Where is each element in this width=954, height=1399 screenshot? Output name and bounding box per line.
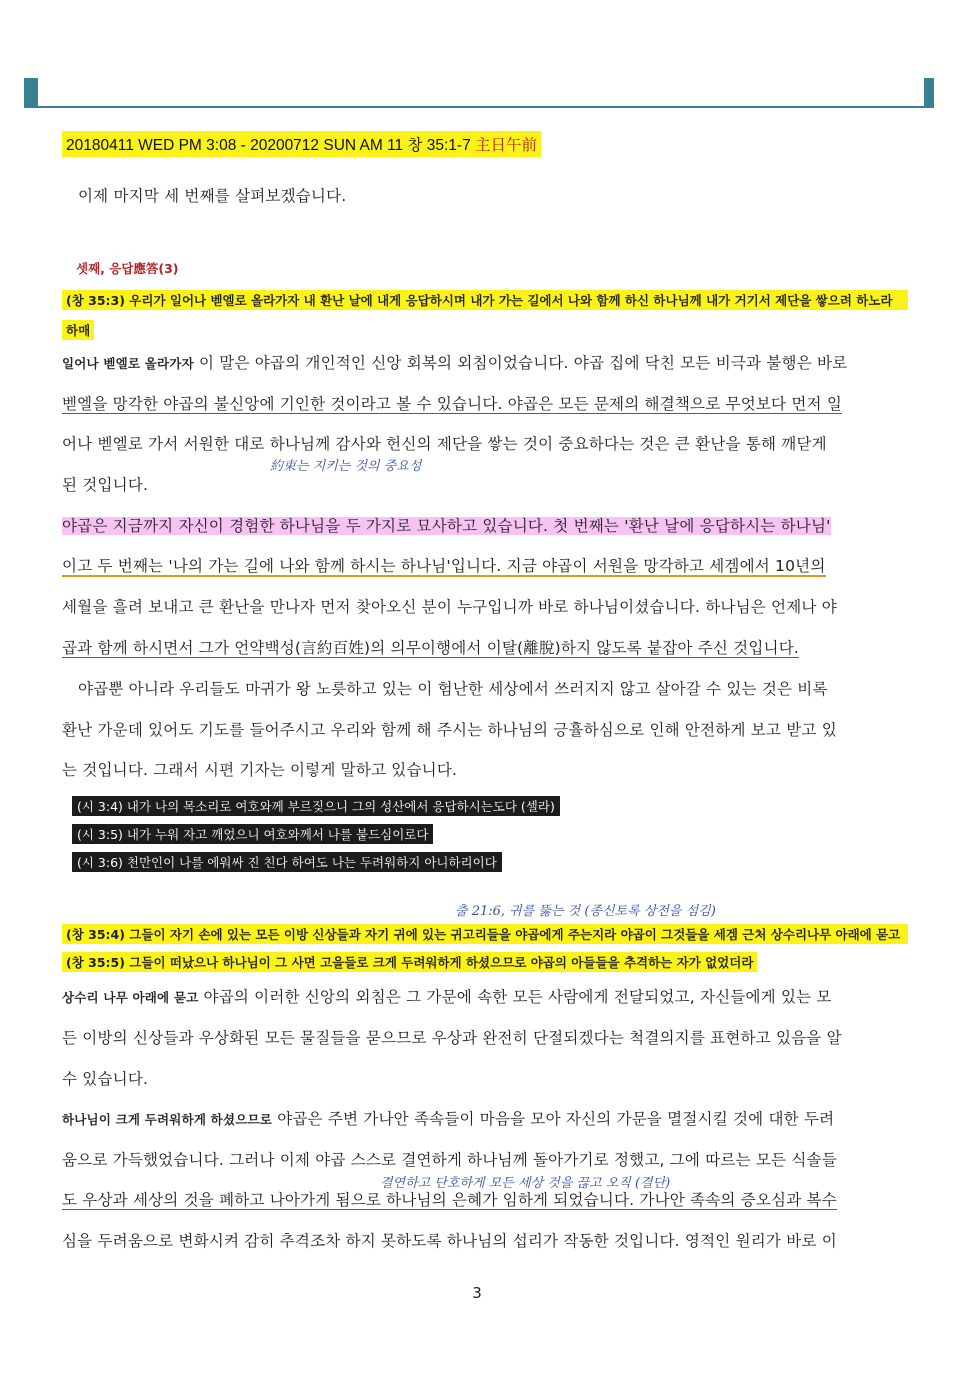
handwritten-note-2: 출 21:6, 귀를 뚫는 것 (종신토록 상전을 섬김) (455, 904, 716, 919)
p5-line2: 움으로 가득했었습니다. 그러나 이제 야곱 스스로 결연하게 하나님께 돌아가기로 정했고, 그에 따르는 모든 식솔들 (62, 1151, 837, 1169)
psalm-3-6: (시 3:6) 천만인이 나를 에워싸 진 친다 하여도 나는 두려워하지 아니하리이다 (72, 852, 502, 872)
verse-ref-35-4: (창 35:4) 그들이 자기 손에 있는 모든 이방 신상들과 자기 귀에 있는 귀고리들을 야곱에게 주는지라 야곱이 그것들을 세겜 근처 상수리나무 아래에 묻고 (62, 924, 908, 944)
page-header-bar (24, 78, 934, 108)
psalm-3-4: (시 3:4) 내가 나의 목소리로 여호와께 부르짖으니 그의 성산에서 응답하시는도다 (셀라) (72, 796, 560, 816)
sermon-dates: 20180411 WED PM 3:08 - 20200712 SUN AM 11 창 35:1-7 (66, 137, 471, 154)
verse-ref-35-5: (창 35:5) 그들이 떠났으나 하나님이 그 사면 고을들로 크게 두려워하게 하셨으므로 야곱의 아들들을 추격하는 자가 없었더라 (62, 952, 757, 972)
header-right-tab (924, 78, 934, 108)
handwritten-note-1: 約束는 지키는 것의 중요성 (270, 459, 422, 474)
p5-line4: 심을 두려움으로 변화시켜 감히 추격조차 하지 못하도록 하나님의 섭리가 작동한 것입니다. 영적인 원리가 바로 이 (62, 1232, 837, 1250)
p3-line3: 는 것입니다. 그래서 시편 기자는 이렇게 말하고 있습니다. (62, 761, 458, 779)
p3-line1: 야곱뿐 아니라 우리들도 마귀가 왕 노릇하고 있는 이 험난한 세상에서 쓰러지지 않고 살아갈 수 있는 것은 비록 (78, 680, 828, 698)
p4-line1: 상수리 나무 아래에 묻고 야곱의 이러한 신앙의 외침은 그 가문에 속한 모든 사람에게 전달되었고, 자신들에게 있는 모 (62, 988, 832, 1006)
sermon-tag: 主日午前 (475, 137, 538, 154)
psalm-3-5: (시 3:5) 내가 누워 자고 깨었으니 여호와께서 나를 붙드심이로다 (72, 824, 433, 844)
p1-line3: 어나 벧엘로 가서 서원한 대로 하나님께 감사와 헌신의 제단을 쌓는 것이 중요하다는 것은 큰 환난을 통해 깨닫게 (62, 435, 827, 453)
p4-line3: 수 있습니다. (62, 1070, 149, 1088)
p1-line1: 일어나 벧엘로 올라가자 이 말은 야곱의 개인적인 신앙 회복의 외침이었습니다. 야곱 집에 닥친 모든 비극과 불행은 바로 (62, 354, 848, 372)
intro-text: 이제 마지막 세 번째를 살펴보겠습니다. (78, 187, 347, 205)
p1-line2: 벧엘을 망각한 야곱의 불신앙에 기인한 것이라고 볼 수 있습니다. 야곱은 모든 문제의 해결책으로 무엇보다 먼저 일 (62, 395, 842, 413)
sermon-header (62, 131, 541, 157)
verse-ref-35-3: (창 35:3) 우리가 일어나 벧엘로 올라가자 내 환난 날에 내게 응답하시며 내가 가는 길에서 나와 함께 하신 하나님께 내가 거기서 제단을 쌓으려 하노라 (62, 290, 908, 310)
page-number: 3 (472, 1284, 482, 1302)
handwritten-note-3: 결연하고 단호하게 모든 세상 것을 끊고 오직 (결단) (380, 1176, 671, 1191)
p2-line3: 세월을 흘려 보내고 큰 환난을 만나자 먼저 찾아오신 분이 누구입니까 바로 하나님이셨습니다. 하나님은 언제나 야 (62, 598, 837, 616)
p5-line3: 도 우상과 세상의 것을 폐하고 나아가게 됨으로 하나님의 은혜가 임하게 되었습니다. 가나안 족속의 증오심과 복수 (62, 1191, 837, 1209)
verse-ref-35-3-cont: 하매 (62, 320, 94, 340)
header-left-tab (24, 78, 38, 108)
p2-line1: 야곱은 지금까지 자신이 경험한 하나님을 두 가지로 묘사하고 있습니다. 첫 번째는 '환난 날에 응답하시는 하나님' (62, 517, 831, 535)
p2-line4: 곱과 함께 하시면서 그가 언약백성(言約百姓)의 의무이행에서 이탈(離脫)하지 않도록 붙잡아 주신 것입니다. (62, 639, 799, 657)
p1-lead: 일어나 벧엘로 올라가자 (62, 356, 194, 371)
p3-line2: 환난 가운데 있어도 기도를 들어주시고 우리와 함께 해 주시는 하나님의 긍휼하심으로 인해 안전하게 보고 받고 있 (62, 721, 837, 739)
section-title: 셋째, 응답應答(3) (76, 261, 179, 276)
p1-line4: 된 것입니다. (62, 476, 149, 494)
p5-line1: 하나님이 크게 두려워하게 하셨으므로 야곱은 주변 가나안 족속들이 마음을 모아 자신의 가문을 멸절시킬 것에 대한 두려 (62, 1110, 835, 1128)
p2-line2: 이고 두 번째는 '나의 가는 길에 나와 함께 하시는 하나님'입니다. 지금 야곱이 서원을 망각하고 세겜에서 10년의 (62, 557, 826, 575)
p4-line2: 든 이방의 신상들과 우상화된 모든 물질들을 묻으므로 우상과 완전히 단절되겠다는 척결의지를 표현하고 있음을 알 (62, 1029, 842, 1047)
p4-lead: 상수리 나무 아래에 묻고 (62, 990, 199, 1005)
header-rule (24, 106, 934, 108)
p5-lead: 하나님이 크게 두려워하게 하셨으므로 (62, 1112, 273, 1127)
